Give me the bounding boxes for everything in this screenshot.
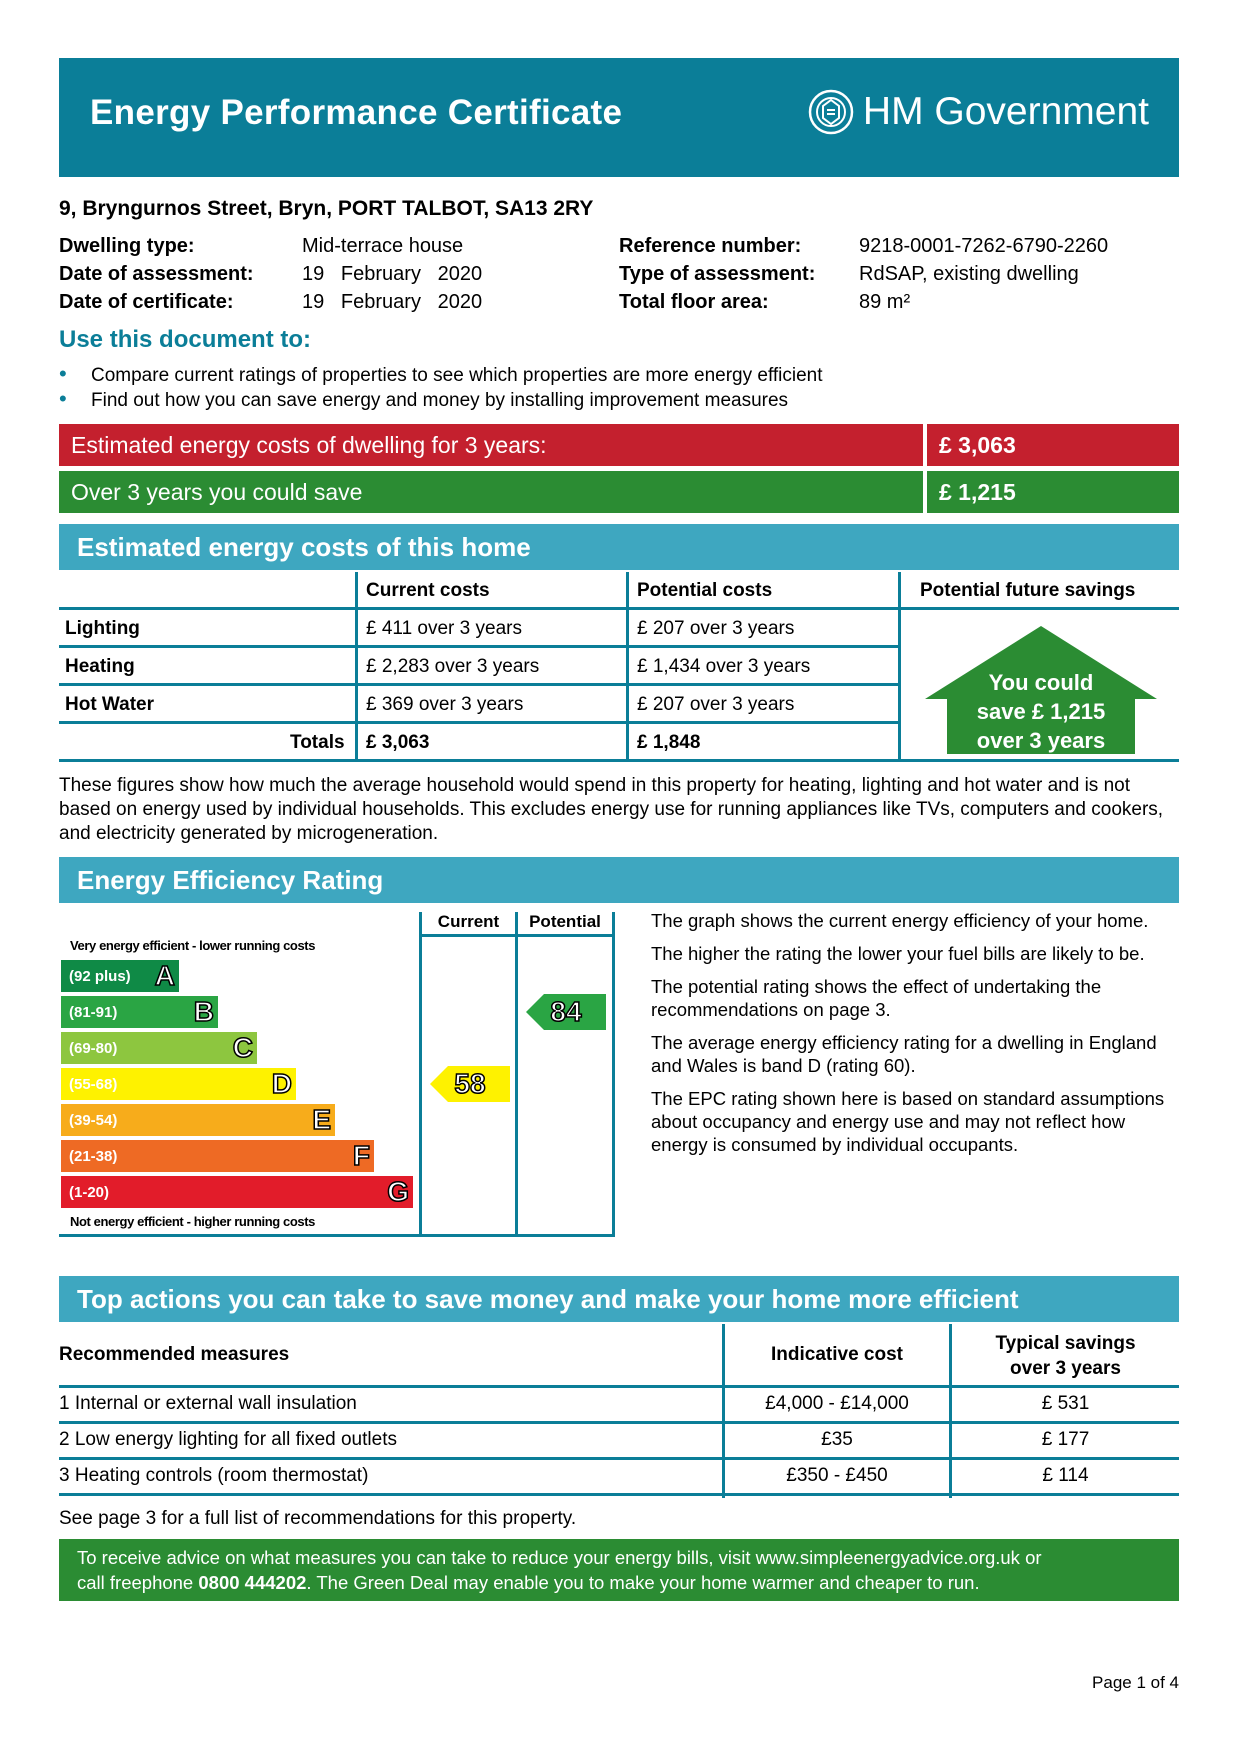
estimated-cost-value: £ 3,063 xyxy=(927,424,1179,466)
list-item: • Find out how you can save energy and money by installing improvement measures xyxy=(59,388,823,413)
top-caption: Very energy efficient - lower running costs xyxy=(70,938,316,953)
page-number: Page 1 of 4 xyxy=(1092,1673,1179,1692)
heating-current-cost: £ 2,283 over 3 years xyxy=(366,656,540,677)
band-range: (92 plus) xyxy=(69,967,131,985)
certificate-date-value: 19 February 2020 xyxy=(302,291,483,313)
measure-row-2-savings: £ 177 xyxy=(1041,1429,1090,1450)
potential-column-header: Potential xyxy=(529,912,601,931)
header-future-savings: Potential future savings xyxy=(920,580,1136,601)
lighting-potential-cost: £ 207 over 3 years xyxy=(637,618,795,639)
measure-row-3-savings: £ 114 xyxy=(1042,1465,1089,1486)
band-g xyxy=(61,1176,413,1208)
savings-arrow xyxy=(925,626,1157,754)
row-label-hot-water: Hot Water xyxy=(65,694,155,715)
advice-line1: To receive advice on what measures you can take to reduce your energy bills, visit www.simpleenergyadvice.org.uk or xyxy=(77,1547,1042,1568)
totals-potential: £ 1,848 xyxy=(637,732,701,753)
could-save-label: Over 3 years you could save xyxy=(59,471,923,513)
row-label-heating: Heating xyxy=(65,656,135,677)
header-potential-costs: Potential costs xyxy=(637,580,773,601)
floor-area-label: Total floor area: xyxy=(619,291,769,313)
band-letter: D xyxy=(271,1068,292,1099)
could-save-value: £ 1,215 xyxy=(927,471,1179,513)
costs-explanation: These figures show how much the average household would spend in this property for heating, lighting and hot water and is not based on energy used by individual households. This excludes energy use for running appliances like TVs, computers and cookers, and electricity generated by microgeneration. xyxy=(59,775,1164,844)
dwelling-type-value: Mid-terrace house xyxy=(302,235,464,257)
band-letter: A xyxy=(154,960,175,991)
band-letter: E xyxy=(312,1104,331,1135)
floor-area-value: 89 m² xyxy=(859,291,911,313)
details-right xyxy=(619,232,1179,316)
top-actions-heading: Top actions you can take to save money and make your home more efficient xyxy=(59,1276,1179,1322)
heating-potential-cost: £ 1,434 over 3 years xyxy=(637,656,811,677)
efficiency-rating-heading: Energy Efficiency Rating xyxy=(59,857,1179,903)
band-range: (81-91) xyxy=(69,1003,118,1021)
use-document-title: Use this document to: xyxy=(59,326,312,353)
lighting-current-cost: £ 411 over 3 years xyxy=(366,618,522,639)
header-typical-savings-line1: Typical savings xyxy=(995,1333,1136,1354)
bottom-caption: Not energy efficient - higher running costs xyxy=(70,1214,315,1229)
advice-line2-pre: call freephone xyxy=(77,1572,199,1593)
certificate-date-label: Date of certificate: xyxy=(59,291,234,313)
rating-paragraph: The EPC rating shown here is based on standard assumptions about occupancy and energy use and may not reflect how energy is consumed by individual occupants. xyxy=(651,1088,1165,1155)
advice-line2 xyxy=(77,1570,1161,1595)
band-f xyxy=(61,1140,374,1172)
property-address: 9, Bryngurnos Street, Bryn, PORT TALBOT, SA13 2RY xyxy=(59,197,594,220)
assessment-type-value: RdSAP, existing dwelling xyxy=(859,263,1079,285)
header-indicative-cost: Indicative cost xyxy=(771,1344,903,1365)
measure-row-3: 3 Heating controls (room thermostat) xyxy=(59,1465,369,1486)
dwelling-type-label: Dwelling type: xyxy=(59,235,195,257)
rating-paragraph: The potential rating shows the effect of undertaking the recommendations on page 3. xyxy=(651,976,1102,1020)
measure-row-2: 2 Low energy lighting for all fixed outlets xyxy=(59,1429,397,1450)
band-a xyxy=(61,960,179,992)
header-typical-savings xyxy=(952,1331,1179,1381)
savings-arrow-line2: save £ 1,215 xyxy=(976,699,1106,724)
advice-line2-post: . The Green Deal may enable you to make your home warmer and cheaper to run. xyxy=(306,1572,980,1593)
measure-row-1: 1 Internal or external wall insulation xyxy=(59,1393,357,1414)
measure-row-3-cost: £350 - £450 xyxy=(786,1465,888,1486)
band-range: (1-20) xyxy=(69,1183,110,1201)
assessment-date-label: Date of assessment: xyxy=(59,263,254,285)
current-rating-arrow xyxy=(430,1066,510,1102)
assessment-type-label: Type of assessment: xyxy=(619,263,816,285)
header-typical-savings-line2: over 3 years xyxy=(1010,1358,1121,1379)
band-d xyxy=(61,1068,296,1100)
certificate-header xyxy=(59,58,1179,177)
totals-label: Totals xyxy=(290,732,345,753)
savings-arrow-line3: over 3 years xyxy=(976,728,1106,753)
current-column-header: Current xyxy=(437,912,500,931)
list-item: • Compare current ratings of properties to see which properties are more energy efficient xyxy=(59,363,823,388)
band-e xyxy=(61,1104,335,1136)
band-letter: C xyxy=(232,1032,253,1063)
energy-costs-heading: Estimated energy costs of this home xyxy=(59,524,1179,570)
hot-water-current-cost: £ 369 over 3 years xyxy=(366,694,524,715)
reference-number-label: Reference number: xyxy=(619,235,802,257)
measure-row-2-cost: £35 xyxy=(821,1429,853,1450)
details-left xyxy=(59,232,539,316)
royal-crest-icon xyxy=(805,88,857,136)
potential-rating-value: 84 xyxy=(550,996,582,1027)
band-range: (69-80) xyxy=(69,1039,118,1057)
rating-paragraph: The higher the rating the lower your fuel bills are likely to be. xyxy=(651,943,1145,964)
band-letter: B xyxy=(193,996,214,1027)
row-label-lighting: Lighting xyxy=(65,618,140,639)
certificate-title: Energy Performance Certificate xyxy=(90,93,623,132)
band-range: (39-54) xyxy=(69,1111,118,1129)
rating-explanation xyxy=(651,909,1181,1166)
current-rating-value: 58 xyxy=(454,1068,486,1099)
header-recommended-measures: Recommended measures xyxy=(59,1344,290,1365)
band-letter: G xyxy=(387,1176,409,1207)
recommendations-note: See page 3 for a full list of recommendations for this property. xyxy=(59,1508,577,1529)
reference-number-value: 9218-0001-7262-6790-2260 xyxy=(859,235,1109,257)
band-range: (55-68) xyxy=(69,1075,118,1093)
measure-row-1-cost: £4,000 - £14,000 xyxy=(765,1393,909,1414)
freephone-number[interactable]: 0800 444202 xyxy=(198,1572,307,1593)
assessment-date-value: 19 February 2020 xyxy=(302,263,483,285)
rating-paragraph: The graph shows the current energy efficiency of your home. xyxy=(651,910,1149,931)
potential-rating-arrow xyxy=(526,994,606,1030)
band-c xyxy=(61,1032,257,1064)
totals-current: £ 3,063 xyxy=(366,732,430,753)
band-b xyxy=(61,996,218,1028)
advice-banner xyxy=(59,1539,1179,1601)
hot-water-potential-cost: £ 207 over 3 years xyxy=(637,694,795,715)
savings-arrow-line1: You could xyxy=(988,670,1094,695)
band-letter: F xyxy=(352,1140,370,1171)
band-range: (21-38) xyxy=(69,1147,118,1165)
header-current-costs: Current costs xyxy=(366,580,490,601)
use-document-list xyxy=(59,363,823,413)
hm-government-logo xyxy=(805,88,1149,136)
hm-government-text: HM Government xyxy=(862,90,1149,133)
rating-paragraph: The average energy efficiency rating for a dwelling in England and Wales is band D (rating 60). xyxy=(651,1032,1157,1076)
efficiency-rating-chart xyxy=(59,912,619,1242)
estimated-cost-label: Estimated energy costs of dwelling for 3 years: xyxy=(59,424,923,466)
measure-row-1-savings: £ 531 xyxy=(1041,1393,1090,1414)
